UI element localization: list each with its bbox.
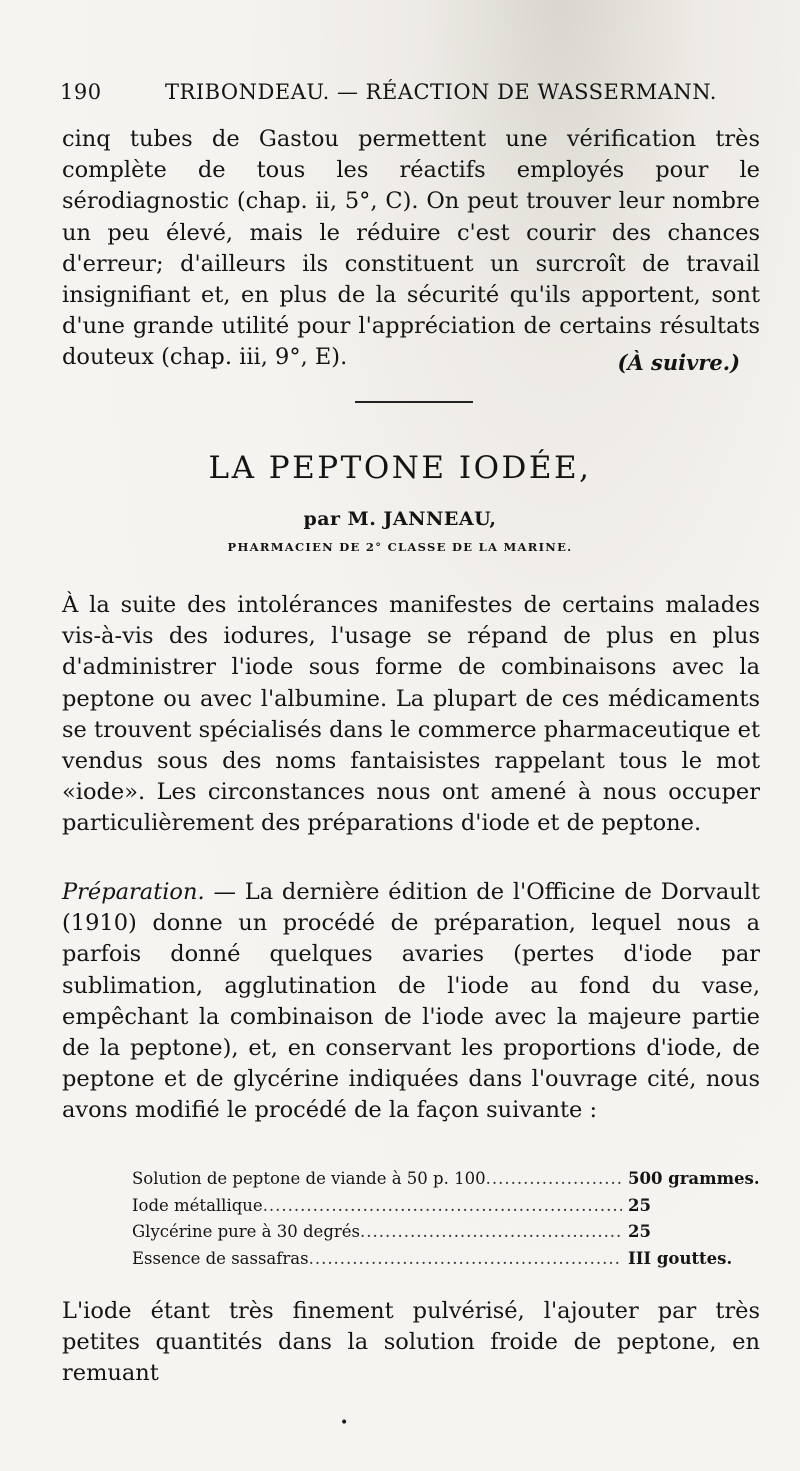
running-title: TRIBONDEAU. — RÉACTION DE WASSERMANN. [165, 80, 717, 104]
formula-list [132, 1166, 760, 1272]
leader-dots [486, 1166, 622, 1193]
formula-row [132, 1166, 760, 1193]
section-divider [355, 401, 473, 403]
article-author: par M. JANNEAU, [303, 508, 497, 530]
article-title: LA PEPTONE IODÉE, [208, 450, 592, 486]
formula-row [132, 1193, 760, 1220]
formula-row [132, 1219, 760, 1246]
page-number: 190 [60, 80, 102, 104]
formula-row [132, 1246, 760, 1273]
formula-ingredient: Glycérine pure à 30 degrés [132, 1222, 361, 1241]
ink-speck: • [340, 1415, 349, 1431]
formula-ingredient: Essence de sassafras [132, 1248, 309, 1268]
preparation-text: — La dernière édition de l'Officine de Dorvault (1910) donne un procédé de préparation, lequel nous a parfois donné quelques avaries (pertes d'iode par sublimation, agglutination de l'iode au fond du vase, empêchant la combinaison de l'iode avec la majeure partie de la peptone), et, en conservant les proportions d'iode, de peptone et de glycérine indiquées dans l'ouvrage cité, nous avons modifié le procédé de la façon suivante : [62, 879, 760, 1124]
leader-dots [309, 1246, 622, 1273]
closing-paragraph: L'iode étant très finement pulvérisé, l'ajouter par très petites quantités dans la solution froide de peptone, en remuant [62, 1298, 760, 1387]
formula-quantity: III gouttes. [628, 1248, 733, 1268]
formula-ingredient: Solution de peptone de viande à 50 p. 100 [132, 1169, 486, 1188]
formula-quantity: 25 [628, 1195, 651, 1215]
author-affiliation: PHARMACIEN DE 2° CLASSE DE LA MARINE. [227, 540, 573, 554]
formula-quantity: 500 grammes. [628, 1169, 760, 1188]
formula-quantity: 25 [628, 1222, 651, 1241]
formula-ingredient: Iode métallique [132, 1195, 263, 1215]
leader-dots [263, 1193, 622, 1220]
intro-paragraph: À la suite des intolérances manifestes de certains malades vis-à-vis des iodures, l'usage se répand de plus en plus d'administrer l'iode sous forme de combinaisons avec la peptone ou avec l'albumine. La plupart de ces médicaments se trouvent spécialisés dans le commerce pharmaceutique et vendus sous des noms fantaisistes rappelant tous le mot «iode». Les circonstances nous ont amené à nous occuper particulièrement des préparations d'iode et de peptone. [62, 592, 760, 837]
preparation-heading: Préparation. [62, 879, 205, 905]
leader-dots [360, 1219, 622, 1246]
to-be-continued-note: (À suivre.) [617, 350, 740, 375]
preparation-paragraph [62, 877, 760, 1127]
continued-paragraph: cinq tubes de Gastou permettent une vérification très complète de tous les réactifs employés pour le sérodiagnostic (chap. ii, 5°, C). On peut trouver leur nombre un peu élevé, mais le réduire c'est courir des chances d'erreur; d'ailleurs ils constituent un surcroît de travail insignifiant et, en plus de la sécurité qu'ils apportent, sont d'une grande utilité pour l'appréciation de certains résultats douteux (chap. iii, 9°, E). [62, 126, 760, 371]
